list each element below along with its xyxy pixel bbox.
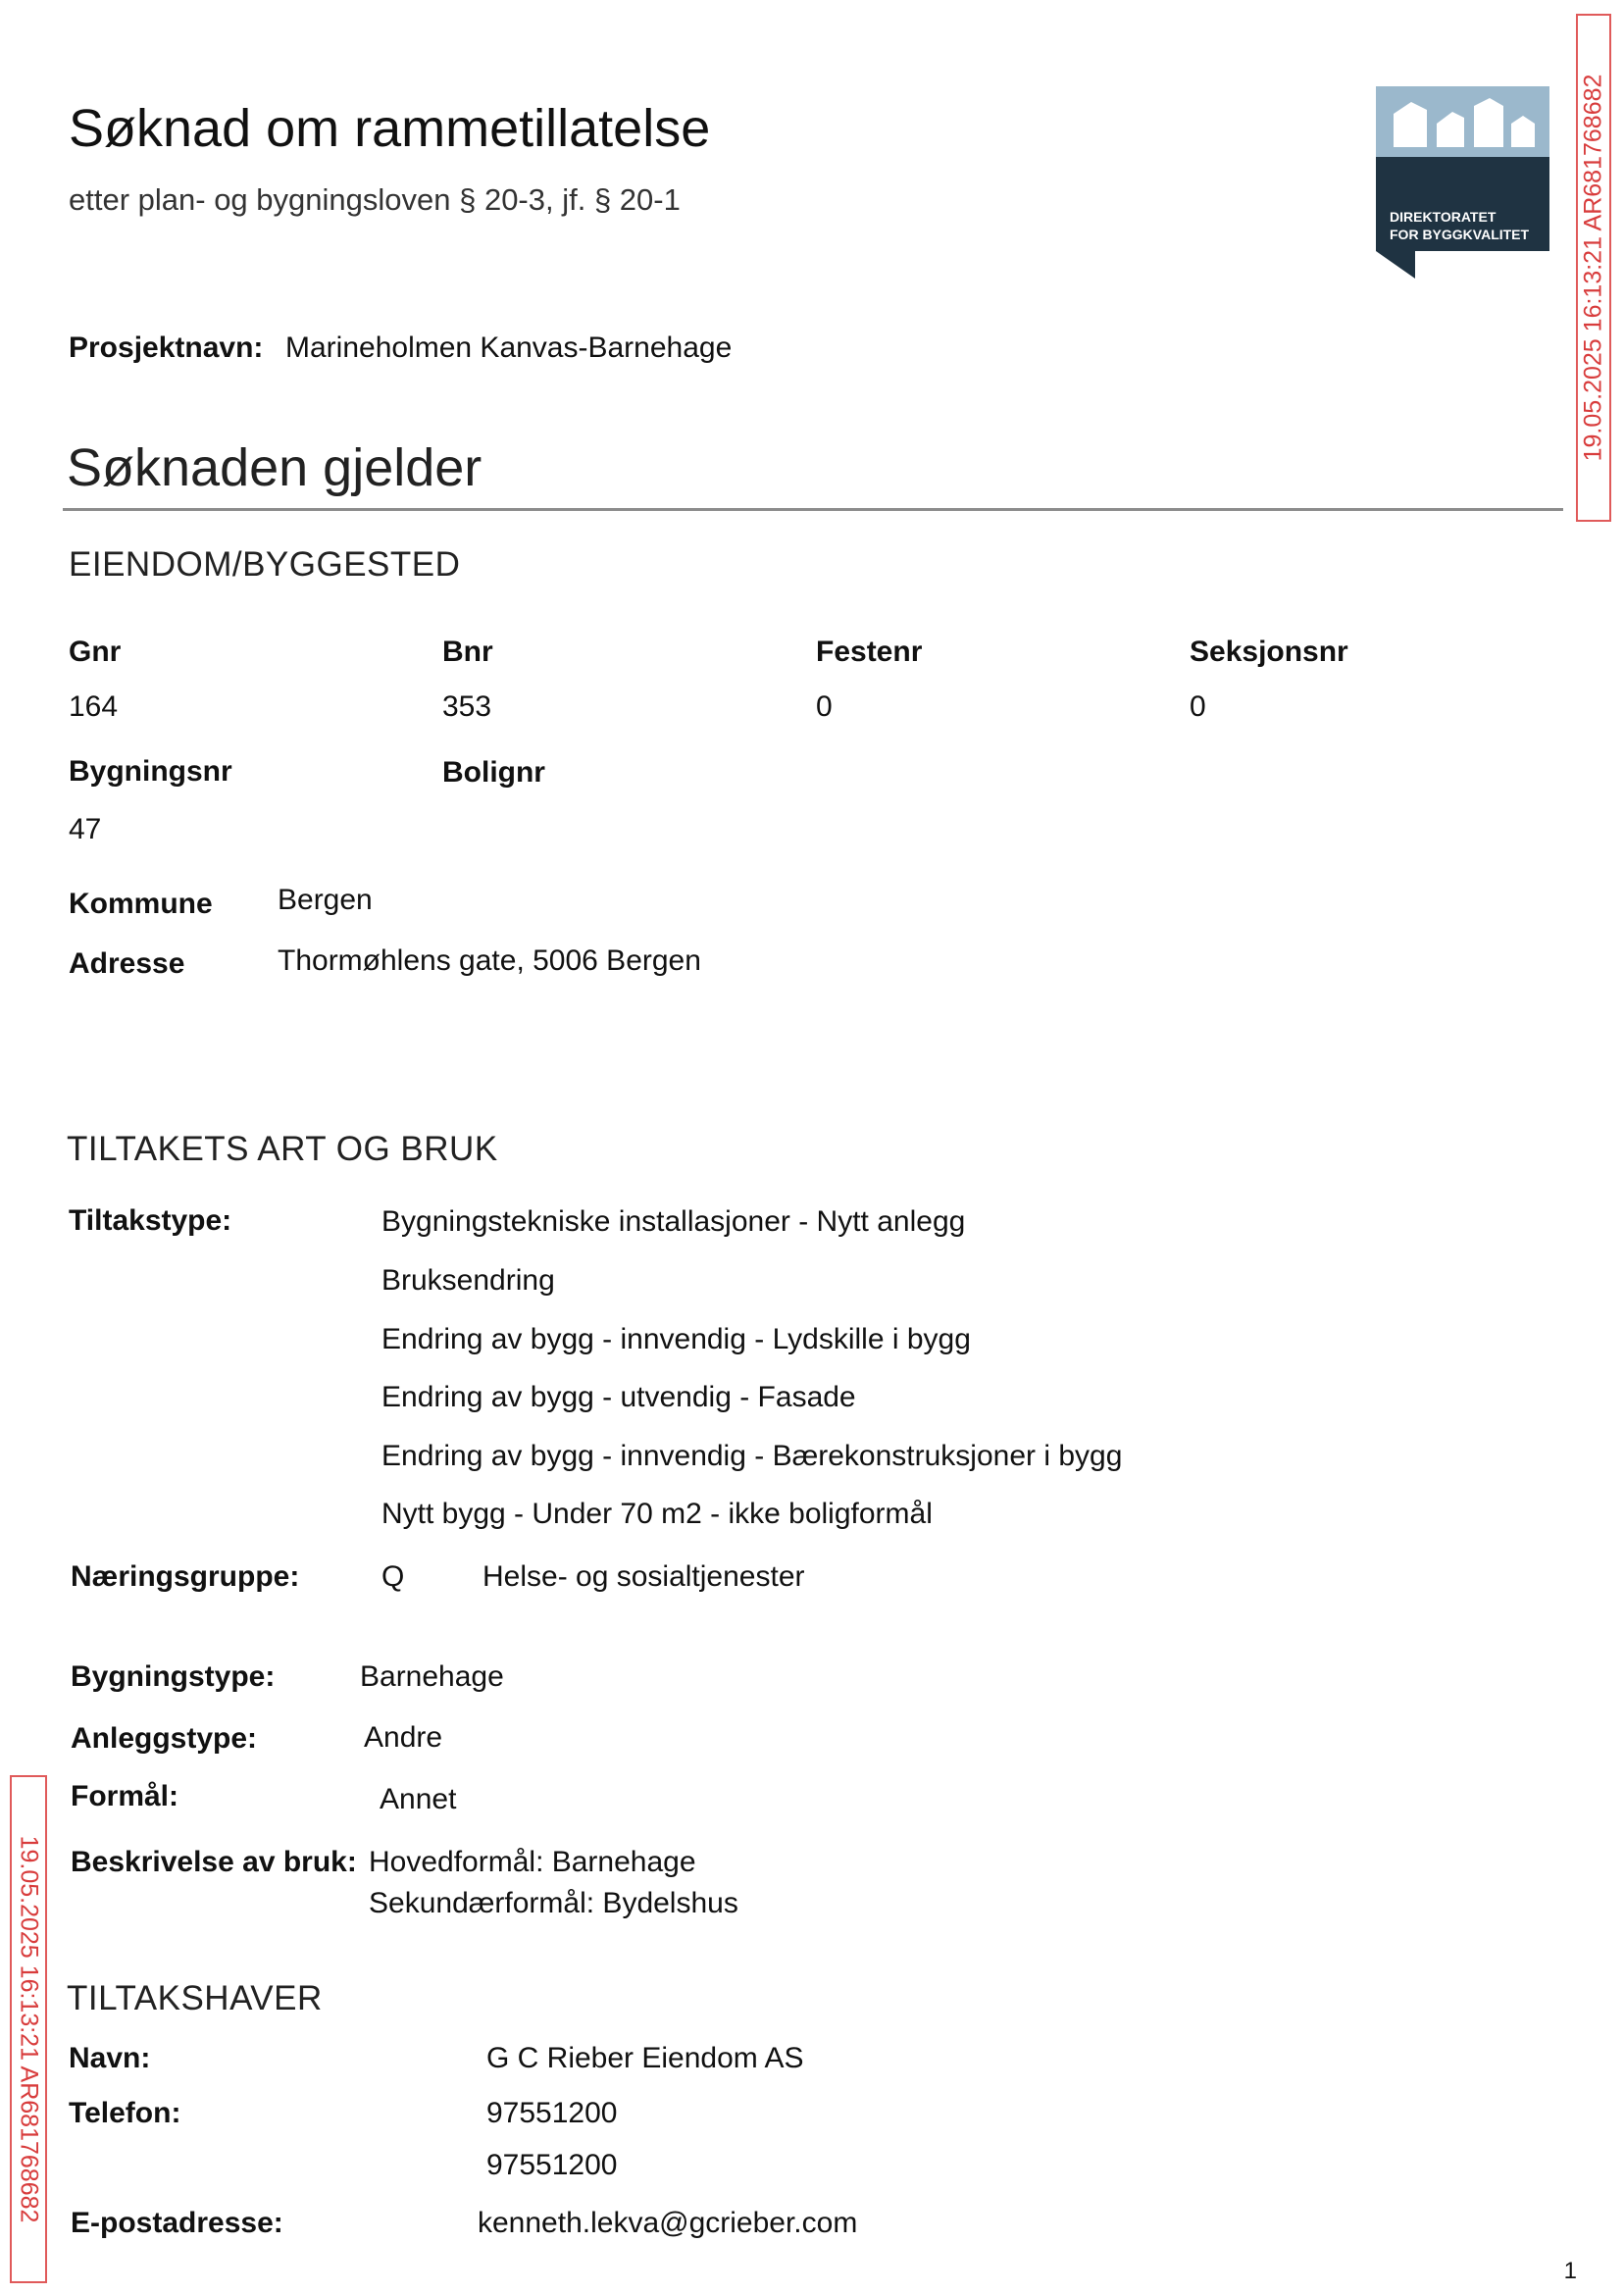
- festenr-label: Festenr: [816, 636, 923, 668]
- epost-value: kenneth.lekva@gcrieber.com: [478, 2207, 858, 2239]
- tiltakstype-label: Tiltakstype:: [69, 1204, 232, 1237]
- bygningstype-label: Bygningstype:: [71, 1660, 276, 1693]
- adresse-label: Adresse: [69, 947, 185, 980]
- tiltak-heading: TILTAKETS ART OG BRUK: [67, 1130, 498, 1168]
- formal-label: Formål:: [71, 1780, 179, 1812]
- naeringsgruppe-text: Helse- og sosialtjenester: [482, 1560, 805, 1593]
- adresse-value: Thormøhlens gate, 5006 Bergen: [278, 944, 701, 977]
- navn-value: G C Rieber Eiendom AS: [486, 2042, 804, 2074]
- festenr-value: 0: [816, 690, 833, 723]
- timestamp-stamp-top: [1576, 14, 1611, 522]
- gnr-value: 164: [69, 690, 119, 723]
- dibk-logo: [1376, 86, 1549, 279]
- bygningsnr-label: Bygningsnr: [69, 755, 232, 788]
- tiltakstype-item: Endring av bygg - innvendig - Lydskille i bygg: [381, 1323, 971, 1355]
- naeringsgruppe-label: Næringsgruppe:: [71, 1560, 300, 1593]
- document-title: Søknad om rammetillatelse: [69, 99, 711, 158]
- anleggstype-label: Anleggstype:: [71, 1722, 258, 1755]
- eiendom-heading: EIENDOM/BYGGESTED: [69, 545, 461, 584]
- logo-text-line2: FOR BYGGKVALITET: [1390, 227, 1530, 242]
- bolignr-label: Bolignr: [442, 756, 545, 789]
- project-name: Marineholmen Kanvas-Barnehage: [285, 331, 733, 364]
- timestamp-stamp-side: [10, 1775, 47, 2283]
- tiltakstype-item: Endring av bygg - utvendig - Fasade: [381, 1381, 856, 1413]
- naeringsgruppe-code: Q: [381, 1560, 405, 1593]
- anleggstype-value: Andre: [364, 1721, 443, 1754]
- seksjonsnr-label: Seksjonsnr: [1190, 636, 1348, 668]
- tiltakstype-item: Nytt bygg - Under 70 m2 - ikke boligformål: [381, 1498, 933, 1530]
- tiltakstype-item: Bruksendring: [381, 1264, 555, 1297]
- kommune-label: Kommune: [69, 888, 213, 920]
- tiltakstype-item: Endring av bygg - innvendig - Bærekonstruksjoner i bygg: [381, 1440, 1123, 1472]
- stamp-text: 19.05.2025 16:13:21 AR681768682: [15, 1835, 43, 2223]
- formal-value: Annet: [380, 1783, 457, 1815]
- tiltakshaver-heading: TILTAKSHAVER: [67, 1979, 323, 2017]
- epost-label: E-postadresse:: [71, 2207, 283, 2239]
- telefon-label: Telefon:: [69, 2097, 181, 2129]
- gnr-label: Gnr: [69, 636, 122, 668]
- beskrivelse-label: Beskrivelse av bruk:: [71, 1846, 357, 1878]
- telefon-value-2: 97551200: [486, 2149, 618, 2181]
- section-divider: [63, 508, 1563, 511]
- kommune-value: Bergen: [278, 884, 373, 916]
- logo-text-line1: DIREKTORATET: [1390, 209, 1497, 225]
- project-label: Prosjektnavn:: [69, 331, 264, 364]
- bnr-label: Bnr: [442, 636, 493, 668]
- bygningsnr-value: 47: [69, 813, 102, 845]
- section-title: Søknaden gjelder: [67, 438, 482, 497]
- document-subtitle: etter plan- og bygningsloven § 20-3, jf. § 20-1: [69, 182, 681, 217]
- beskrivelse-line1: Hovedformål: Barnehage: [369, 1846, 696, 1878]
- tiltakstype-item: Bygningstekniske installasjoner - Nytt anlegg: [381, 1205, 966, 1238]
- telefon-value-1: 97551200: [486, 2097, 618, 2129]
- seksjonsnr-value: 0: [1190, 690, 1206, 723]
- beskrivelse-line2: Sekundærformål: Bydelshus: [369, 1887, 738, 1919]
- stamp-text: 19.05.2025 16:13:21 AR681768682: [1579, 74, 1607, 462]
- navn-label: Navn:: [69, 2042, 151, 2074]
- bnr-value: 353: [442, 690, 492, 723]
- page-number: 1: [1563, 2258, 1577, 2284]
- bygningstype-value: Barnehage: [360, 1660, 504, 1693]
